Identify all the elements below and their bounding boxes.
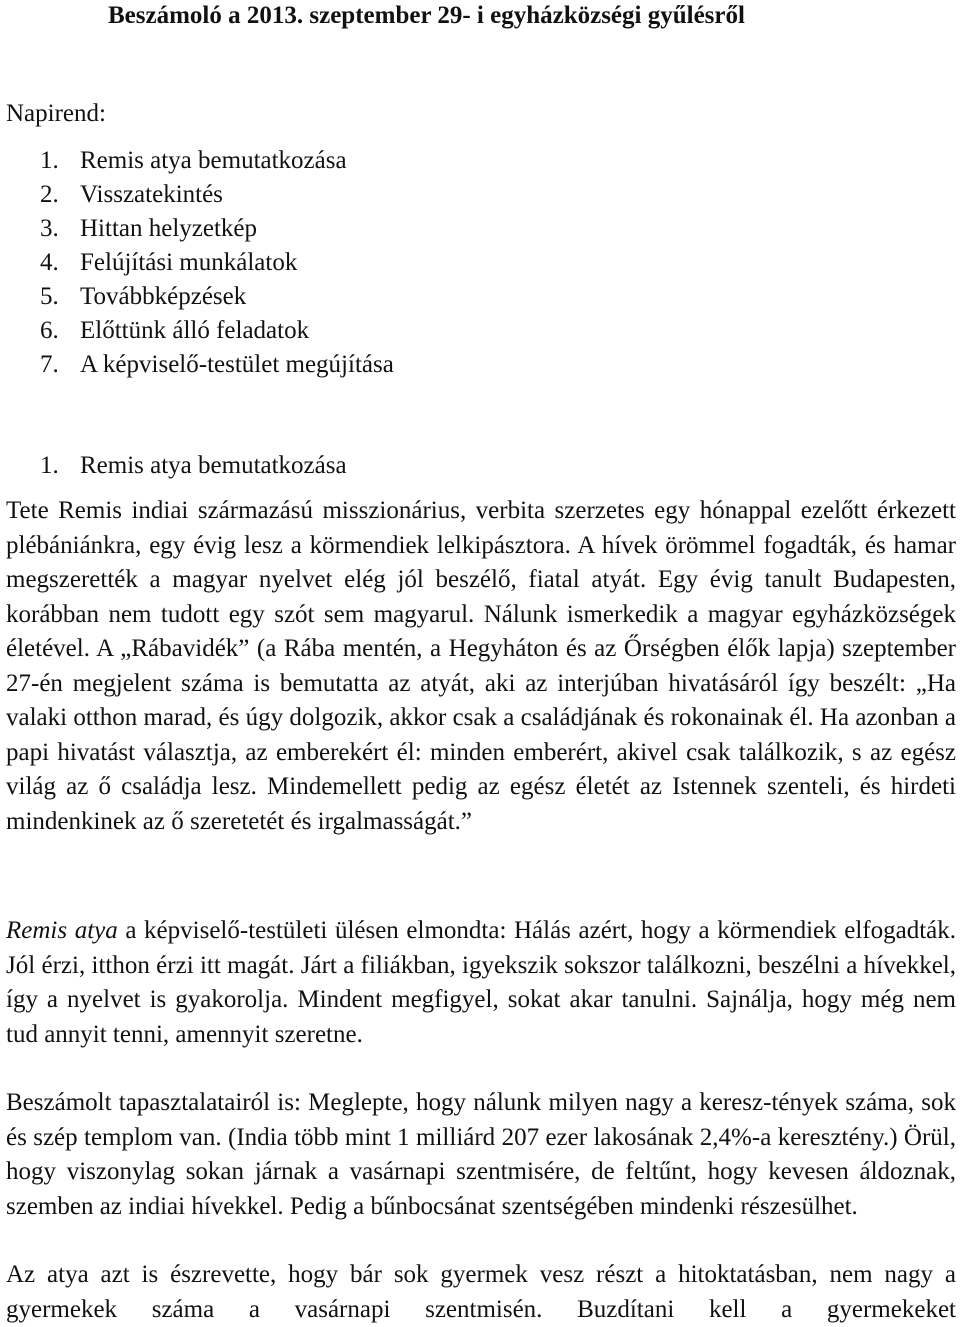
section-title: Remis atya bemutatkozása — [80, 452, 347, 479]
agenda-item-text: Visszatekintés — [80, 181, 223, 208]
agenda-item-text: Felújítási munkálatok — [80, 249, 298, 276]
agenda-list — [40, 144, 394, 382]
agenda-item-text: Továbbképzések — [80, 283, 247, 310]
document-title: Beszámoló a 2013. szeptember 29- i egyházközségi gyűlésről — [108, 2, 745, 29]
agenda-item-number: 1. — [40, 147, 59, 174]
agenda-item — [40, 178, 394, 212]
agenda-item-number: 7. — [40, 351, 59, 378]
agenda-item-number: 2. — [40, 181, 59, 208]
agenda-item-text: Előttünk álló feladatok — [80, 317, 310, 344]
agenda-item-text: Hittan helyzetkép — [80, 215, 258, 242]
section-heading — [40, 450, 347, 482]
paragraph-council-meeting — [6, 914, 956, 1052]
agenda-item — [40, 144, 394, 178]
paragraph-children: Az atya azt is észrevette, hogy bár sok gyermek vesz részt a hitoktatásban, nem nagy a gyermekek száma a vasárnapi szentmisén. Buzdítani kell a gyermekeket — [6, 1261, 956, 1323]
agenda-label: Napirend: — [6, 100, 106, 127]
agenda-item — [40, 314, 394, 348]
agenda-item-text: A képviselő-testület megújítása — [80, 351, 394, 378]
agenda-item — [40, 280, 394, 314]
agenda-item-number: 3. — [40, 215, 59, 242]
agenda-item-number: 4. — [40, 249, 59, 276]
agenda-item — [40, 246, 394, 280]
agenda-item — [40, 212, 394, 246]
paragraph-intro: Tete Remis indiai származású misszionárius, verbita szerzetes egy hónappal ezelőtt érkezett plébániánkra, egy évig lesz a körmendiek lelkipásztora. A hívek örömmel fogadták, és hamar megszerették a magyar nyelvet elég jól beszélő, fiatal atyát. Egy évig tanult Budapesten, korábban nem tudott egy szót sem magyarul. Nálunk ismerkedik a magyar egyházközségek életével. A „Rábavidék” (a Rába mentén, a Hegyháton és az Őrségben élők lapja) szeptember 27-én megjelent száma is bemutatta az atyát, aki az interjúban hivatásáról így beszélt: „Ha valaki otthon marad, és úgy dolgozik, akkor csak a családjának és rokonainak él. Ha azonban a papi hivatást választja, az emberekért él: minden emberért, akivel csak találkozik, s az egész világ az ő családja lesz. Mindemellett pedig az egész életét az Istennek szenteli, és hirdeti mindenkinek az ő szeretetét és irgalmasságát.” — [6, 497, 956, 835]
agenda-item-number: 6. — [40, 317, 59, 344]
paragraph-experiences: Beszámolt tapasztalatairól is: Meglepte, hogy nálunk milyen nagy a keresz-tények száma, sok és szép templom van. (India több mint 1 milliárd 207 ezer lakosának 2,4%-a keresztény.) Örül, hogy viszonylag sokan járnak a vasárnapi szentmisére, de feltűnt, hogy kevesen áldoznak, szemben az indiai hívekkel. Pedig a bűnbocsánat szentségében mindenki részesülhet. — [6, 1089, 956, 1220]
agenda-item-text: Remis atya bemutatkozása — [80, 147, 347, 174]
priest-name: Remis atya — [6, 917, 118, 944]
section-number: 1. — [40, 452, 59, 479]
agenda-item — [40, 348, 394, 382]
paragraph-text: a képviselő-testületi ülésen elmondta: Hálás azért, hogy a körmendiek elfogadták. Jól érzi, itthon érzi itt magát. Járt a filiákban, igyekszik sokszor találkozni, beszélni a hívekkel, így a nyelvet is gyakorolja. Mindent megfigyel, sokat akar tanulni. Sajnálja, hogy még nem tud annyit tenni, amennyit szeretne. — [6, 917, 956, 1048]
agenda-item-number: 5. — [40, 283, 59, 310]
